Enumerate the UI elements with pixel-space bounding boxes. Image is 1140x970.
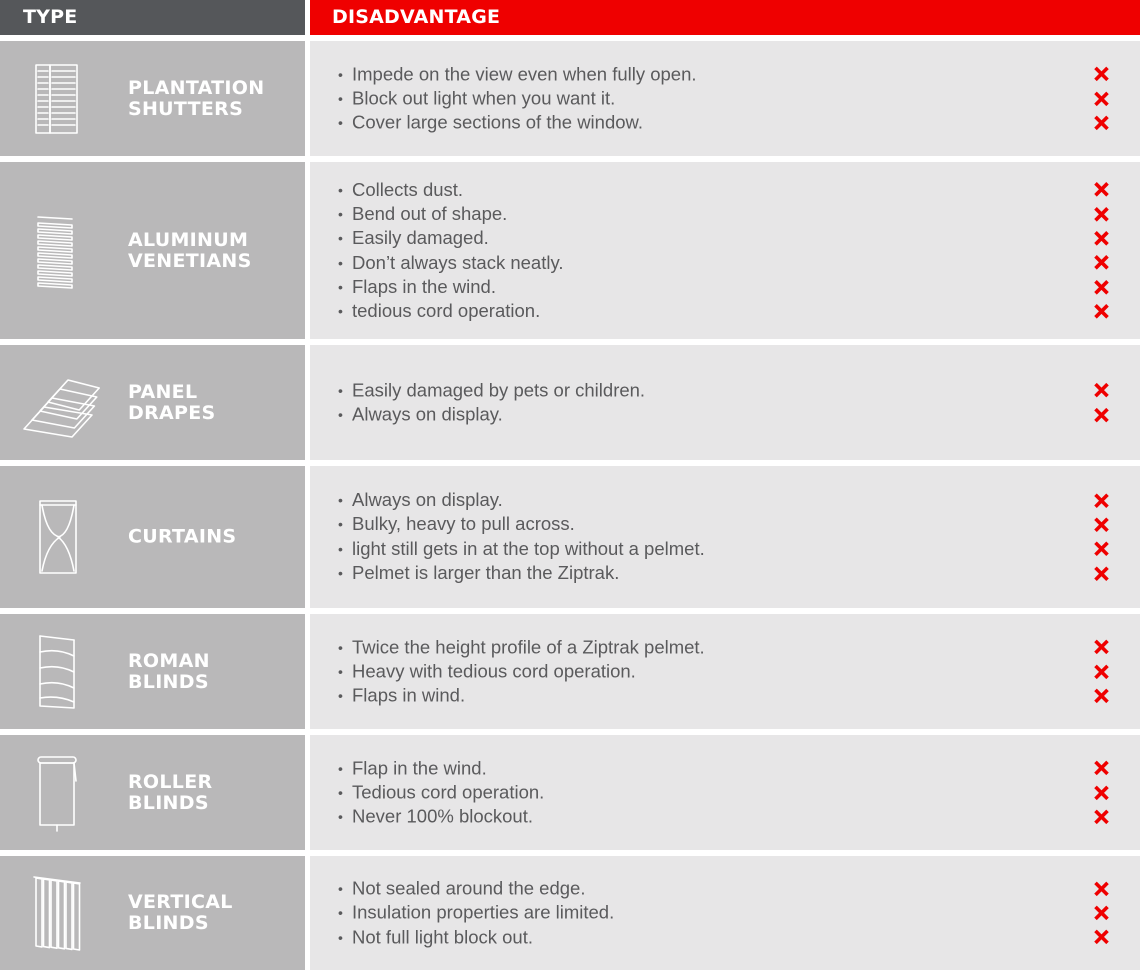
bullet-icon: • <box>338 65 343 82</box>
vertical-blinds-icon <box>14 873 100 953</box>
bullet-icon: • <box>338 114 343 131</box>
list-item <box>338 202 1120 226</box>
cross-icon <box>1090 635 1112 659</box>
disadvantage-text: Insulation properties are limited. <box>352 901 615 923</box>
type-name <box>128 772 212 814</box>
list-item <box>338 780 1120 804</box>
disadvantage-text: Not full light block out. <box>352 926 533 948</box>
list-item <box>338 876 1120 900</box>
bullet-icon: • <box>338 516 343 533</box>
list-item <box>338 805 1120 829</box>
cross-icon <box>1090 805 1112 829</box>
disadvantage-list <box>338 488 1120 586</box>
table-row <box>0 856 1140 970</box>
cross-icon <box>1090 226 1112 250</box>
bullet-icon: • <box>338 904 343 921</box>
disadvantage-cell <box>310 735 1140 850</box>
disadvantage-list <box>338 756 1120 829</box>
cross-icon <box>1090 901 1112 925</box>
disadvantage-cell <box>310 614 1140 729</box>
cross-icon <box>1090 659 1112 683</box>
roller-blinds-icon <box>14 753 100 833</box>
bullet-icon: • <box>338 808 343 825</box>
type-name-line: VENETIANS <box>128 249 252 272</box>
bullet-icon: • <box>338 929 343 946</box>
cross-icon <box>1090 488 1112 512</box>
cross-icon <box>1090 299 1112 323</box>
disadvantage-text: Flap in the wind. <box>352 756 487 778</box>
cross-icon <box>1090 537 1112 561</box>
type-name-line: BLINDS <box>128 791 209 814</box>
table-row <box>0 735 1140 850</box>
cross-icon <box>1090 378 1112 402</box>
list-item <box>338 251 1120 275</box>
disadvantage-list <box>338 876 1120 949</box>
bullet-icon: • <box>338 205 343 222</box>
cross-icon <box>1090 780 1112 804</box>
disadvantage-text: Easily damaged by pets or children. <box>352 379 646 401</box>
disadvantage-text: Always on display. <box>352 489 503 511</box>
cross-icon <box>1090 876 1112 900</box>
list-item <box>338 659 1120 683</box>
cross-icon <box>1090 177 1112 201</box>
list-item <box>338 299 1120 323</box>
type-name-line: ROLLER <box>128 770 213 793</box>
bullet-icon: • <box>338 303 343 320</box>
cross-icon <box>1090 561 1112 585</box>
type-cell <box>0 735 305 850</box>
cross-icon <box>1090 513 1112 537</box>
list-item <box>338 226 1120 250</box>
disadvantage-text: Impede on the view even when fully open. <box>352 62 697 84</box>
cross-icon <box>1090 62 1112 86</box>
bullet-icon: • <box>338 492 343 509</box>
disadvantage-text: Not sealed around the edge. <box>352 877 586 899</box>
cross-icon <box>1090 925 1112 949</box>
table-row <box>0 345 1140 460</box>
type-cell <box>0 41 305 156</box>
disadvantage-text: Don’t always stack neatly. <box>352 251 564 273</box>
disadvantage-text: Tedious cord operation. <box>352 781 545 803</box>
list-item <box>338 111 1120 135</box>
list-item <box>338 925 1120 949</box>
cross-icon <box>1090 111 1112 135</box>
disadvantage-text: Easily damaged. <box>352 227 489 249</box>
bullet-icon: • <box>338 663 343 680</box>
type-name <box>128 892 233 934</box>
bullet-icon: • <box>338 278 343 295</box>
list-item <box>338 635 1120 659</box>
bullet-icon: • <box>338 230 343 247</box>
list-item <box>338 62 1120 86</box>
disadvantage-text: tedious cord operation. <box>352 300 541 322</box>
type-name-line: BLINDS <box>128 670 209 693</box>
cross-icon <box>1090 756 1112 780</box>
plantation-shutters-icon <box>14 59 100 139</box>
list-item <box>338 901 1120 925</box>
disadvantage-cell <box>310 345 1140 460</box>
aluminum-venetians-icon <box>14 211 100 291</box>
bullet-icon: • <box>338 541 343 557</box>
disadvantage-text: Never 100% blockout. <box>352 805 533 827</box>
roman-blinds-icon <box>14 632 100 712</box>
list-item <box>338 488 1120 512</box>
panel-drapes-icon <box>14 363 100 443</box>
bullet-icon: • <box>338 90 343 107</box>
cross-icon <box>1090 684 1112 708</box>
type-name <box>128 78 264 120</box>
disadvantage-cell <box>310 466 1140 608</box>
header-type <box>0 0 305 35</box>
type-name-line: VERTICAL <box>128 891 233 913</box>
header-type-label: TYPE <box>23 6 78 28</box>
disadvantage-text: Block out light when you want it. <box>352 87 616 109</box>
type-name-line: PANEL <box>128 380 198 403</box>
type-cell <box>0 614 305 729</box>
list-item <box>338 378 1120 402</box>
header-disadvantage <box>310 0 1140 35</box>
type-cell <box>0 345 305 460</box>
bullet-icon: • <box>338 880 343 897</box>
disadvantage-text: light still gets in at the top without a pelmet. <box>352 538 705 559</box>
list-item <box>338 403 1120 427</box>
type-name-line: BLINDS <box>128 912 209 934</box>
list-item <box>338 684 1120 708</box>
disadvantage-text: Bend out of shape. <box>352 202 508 224</box>
list-item <box>338 177 1120 201</box>
cross-icon <box>1090 275 1112 299</box>
cross-icon <box>1090 86 1112 110</box>
disadvantage-cell <box>310 41 1140 156</box>
type-name <box>128 651 210 693</box>
cross-icon <box>1090 202 1112 226</box>
list-item <box>338 756 1120 780</box>
list-item <box>338 537 1120 561</box>
header-disadvantage-label: DISADVANTAGE <box>332 6 501 28</box>
type-cell <box>0 856 305 970</box>
disadvantage-text: Heavy with tedious cord operation. <box>352 660 636 682</box>
disadvantage-cell <box>310 856 1140 970</box>
disadvantage-list <box>338 635 1120 708</box>
disadvantage-list <box>338 177 1120 323</box>
list-item <box>338 561 1120 585</box>
disadvantage-text: Always on display. <box>352 403 503 425</box>
disadvantage-text: Flaps in wind. <box>352 684 466 706</box>
disadvantage-text: Bulky, heavy to pull across. <box>352 513 575 535</box>
list-item <box>338 86 1120 110</box>
disadvantage-text: Pelmet is larger than the Ziptrak. <box>352 562 620 584</box>
disadvantage-text: Collects dust. <box>352 178 464 200</box>
type-name <box>128 527 236 548</box>
disadvantage-list <box>338 378 1120 427</box>
bullet-icon: • <box>338 406 343 423</box>
type-name-line: DRAPES <box>128 401 216 424</box>
list-item <box>338 513 1120 537</box>
type-name-line: ALUMINUM <box>128 228 249 251</box>
bullet-icon: • <box>338 565 343 582</box>
table-row <box>0 41 1140 156</box>
bullet-icon: • <box>338 254 343 271</box>
cross-icon <box>1090 251 1112 275</box>
table-row <box>0 162 1140 339</box>
type-cell <box>0 162 305 339</box>
type-name-line: SHUTTERS <box>128 97 244 120</box>
type-name-line: PLANTATION <box>128 76 265 99</box>
bullet-icon: • <box>338 759 343 776</box>
disadvantage-text: Flaps in the wind. <box>352 275 496 297</box>
bullet-icon: • <box>338 687 343 704</box>
curtains-icon <box>14 497 100 577</box>
disadvantage-text: Twice the height profile of a Ziptrak pelmet. <box>352 635 705 657</box>
table-row <box>0 466 1140 608</box>
bullet-icon: • <box>338 638 343 655</box>
type-cell <box>0 466 305 608</box>
cross-icon <box>1090 403 1112 427</box>
type-name <box>128 382 216 424</box>
type-name <box>128 230 252 272</box>
disadvantage-list <box>338 62 1120 135</box>
disadvantage-text: Cover large sections of the window. <box>352 111 644 133</box>
type-name-line: CURTAINS <box>128 525 237 548</box>
disadvantage-cell <box>310 162 1140 339</box>
bullet-icon: • <box>338 784 343 801</box>
table-row <box>0 614 1140 729</box>
list-item <box>338 275 1120 299</box>
bullet-icon: • <box>338 382 343 399</box>
type-name-line: ROMAN <box>128 649 210 672</box>
bullet-icon: • <box>338 181 343 198</box>
